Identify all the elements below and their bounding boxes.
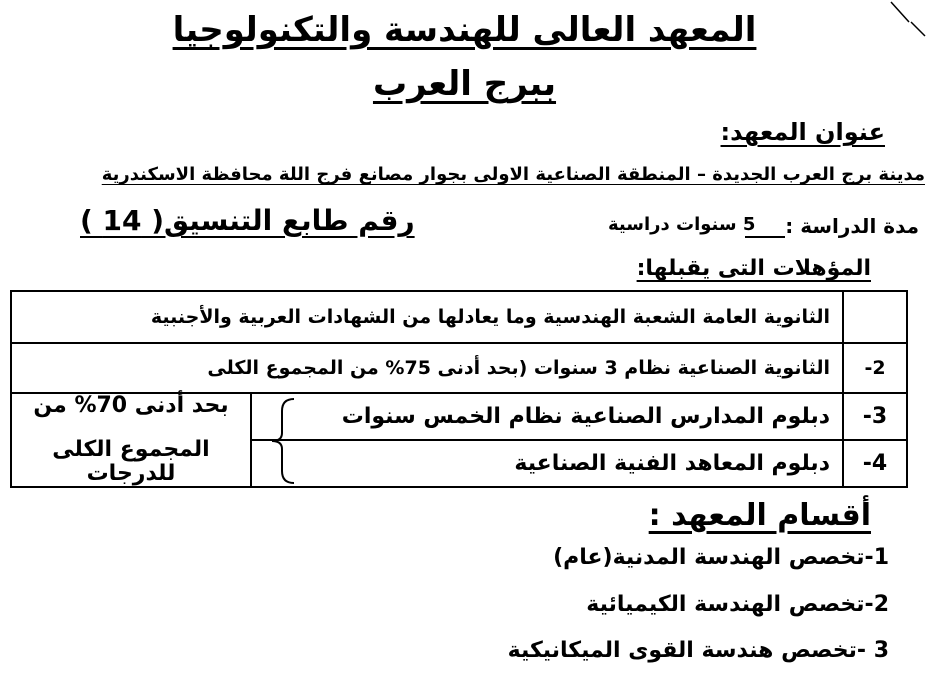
address-value: مدينة برج العرب الجديدة – المنطقة الصناعية الاولى بجوار مصانع فرج اللة محافظة الاسكندرية <box>101 164 925 185</box>
qualification-text: دبلوم المدارس الصناعية نظام الخمس سنوات <box>251 393 843 440</box>
minimum-grade-note <box>11 393 251 487</box>
row-number: 2- <box>843 343 907 393</box>
institute-location-title: ببرج العرب <box>372 64 557 104</box>
department-item: 2-تخصص الهندسة الكيميائية <box>586 592 889 617</box>
table-row <box>11 393 907 440</box>
address-label: عنوان المعهد: <box>720 118 885 146</box>
note-line: بحد أدنى 70% من <box>33 393 229 418</box>
table-row <box>11 343 907 393</box>
study-duration-label: مدة الدراسة : <box>785 214 919 238</box>
departments-label: أقسام المعهد : <box>648 498 871 533</box>
qualification-text: الثانوية العامة الشعبة الهندسية وما يعادلها من الشهادات العربية والأجنبية <box>11 291 843 343</box>
qualifications-label: المؤهلات التى يقبلها: <box>636 256 871 281</box>
qualification-text: الثانوية الصناعية نظام 3 سنوات (بحد أدنى 75% من المجموع الكلى <box>11 343 843 393</box>
department-item: 1-تخصص الهندسة المدنية(عام) <box>553 545 889 570</box>
study-duration-value: 5 سنوات دراسية <box>608 214 756 235</box>
curly-brace-icon <box>262 395 298 487</box>
qualification-text: دبلوم المعاهد الفنية الصناعية <box>251 440 843 487</box>
coordination-code: رقم طابع التنسيق( 14 ) <box>80 204 415 237</box>
duration-underline <box>745 236 785 238</box>
row-number <box>843 291 907 343</box>
note-line: المجموع الكلى للدرجات <box>52 437 210 486</box>
institute-title: المعهد العالى للهندسة والتكنولوجيا <box>172 10 757 50</box>
department-item: 3 -تخصص هندسة القوى الميكانيكية <box>507 638 889 663</box>
row-number: 4- <box>843 440 907 487</box>
table-row <box>11 291 907 343</box>
row-number: 3- <box>843 393 907 440</box>
qualifications-table <box>10 290 908 488</box>
